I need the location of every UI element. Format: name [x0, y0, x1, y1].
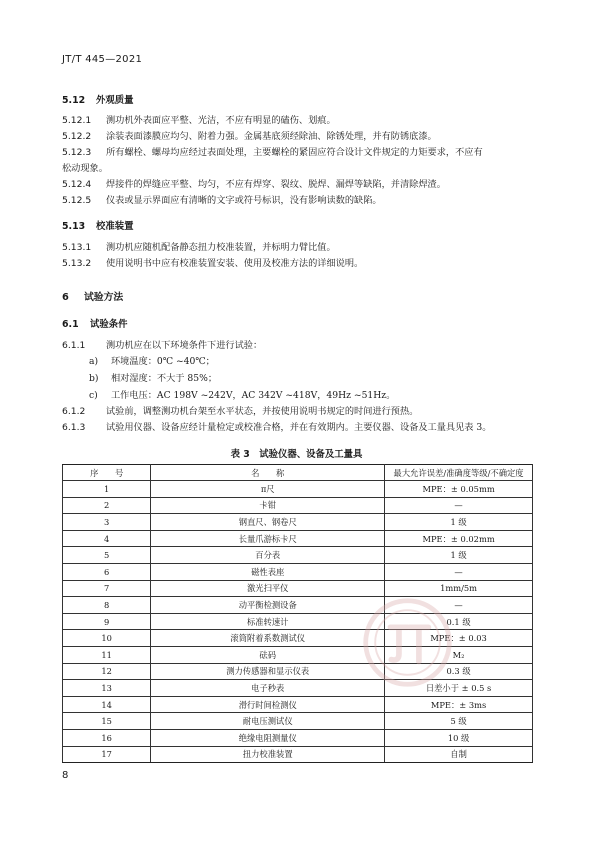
cell-accuracy: M₂ — [385, 646, 533, 663]
clause-5-12-1: 5.12.1 测功机外表面应平整、光洁，不应有明显的磕伤、划痕。 — [62, 115, 336, 126]
list-item-c: c) 工作电压：AC 198V ~242V，AC 342V ~418V，49Hz ~51Hz。 — [89, 390, 396, 401]
cell-accuracy: MPE：± 0.03 — [385, 630, 533, 647]
section-5-13-heading: 5.13 校准装置 — [62, 221, 134, 232]
clause-6-1-1: 6.1.1 测功机应在以下环境条件下进行试验： — [62, 340, 263, 351]
table-row — [63, 497, 533, 514]
cell-accuracy: MPE：± 0.02mm — [385, 530, 533, 547]
cell-accuracy: 1 级 — [385, 547, 533, 564]
clause-6-1-3: 6.1.3 试验用仪器、设备应经计量检定或校准合格，并在有效期内。主要仪器、设备及工量具见表 3。 — [62, 422, 492, 433]
header-index: 序 号 — [63, 465, 151, 481]
cell-accuracy: 0.3 级 — [385, 663, 533, 680]
table-row — [63, 713, 533, 730]
table-row — [63, 597, 533, 614]
cell-name: 钢直尺、钢卷尺 — [151, 514, 385, 531]
cell-accuracy: 日差小于 ± 0.5 s — [385, 680, 533, 697]
list-item-b: b) 相对湿度：不大于 85%； — [89, 373, 218, 384]
cell-accuracy: MPE：± 0.05mm — [385, 481, 533, 498]
table-row — [63, 729, 533, 746]
list-item-a: a) 环境温度：0℃ ~40℃； — [89, 356, 215, 367]
section-5-12-heading: 5.12 外观质量 — [62, 95, 134, 106]
cell-accuracy: 1mm/5m — [385, 580, 533, 597]
cell-accuracy: 自制 — [385, 746, 533, 763]
cell-name: 磁性表座 — [151, 563, 385, 580]
instrument-table — [62, 464, 533, 763]
cell-name: 标准转速计 — [151, 613, 385, 630]
table-row — [63, 530, 533, 547]
cell-index: 7 — [63, 580, 151, 597]
section-6-heading: 6 试验方法 — [62, 292, 124, 303]
table-body — [63, 481, 533, 763]
table-row — [63, 696, 533, 713]
table-row — [63, 630, 533, 647]
cell-index: 11 — [63, 646, 151, 663]
cell-name: 砝码 — [151, 646, 385, 663]
cell-name: 扭力校准装置 — [151, 746, 385, 763]
cell-accuracy: 1 级 — [385, 514, 533, 531]
cell-index: 1 — [63, 481, 151, 498]
cell-name: 激光扫平仪 — [151, 580, 385, 597]
page-number: 8 — [62, 770, 69, 781]
cell-index: 5 — [63, 547, 151, 564]
jt-seal-watermark — [360, 595, 455, 690]
table-row — [63, 580, 533, 597]
table-row — [63, 680, 533, 697]
table-row — [63, 613, 533, 630]
cell-accuracy: — — [385, 563, 533, 580]
table-row — [63, 547, 533, 564]
document-code: JT/T 445—2021 — [62, 54, 143, 65]
cell-accuracy: — — [385, 497, 533, 514]
cell-index: 6 — [63, 563, 151, 580]
clause-5-13-1: 5.13.1 测功机应随机配备静态扭力校准装置，并标明力臂比值。 — [62, 242, 336, 253]
clause-5-12-4: 5.12.4 焊接件的焊缝应平整、均匀，不应有焊穿、裂纹、脱焊、漏焊等缺陷，并清除焊渣。 — [62, 179, 446, 190]
cell-name: 绝缘电阻测量仪 — [151, 729, 385, 746]
cell-index: 14 — [63, 696, 151, 713]
table-row — [63, 646, 533, 663]
cell-accuracy: 0.1 级 — [385, 613, 533, 630]
cell-accuracy: MPE：± 3ms — [385, 696, 533, 713]
cell-name: 耐电压测试仪 — [151, 713, 385, 730]
table-row — [63, 663, 533, 680]
cell-name: 卡钳 — [151, 497, 385, 514]
cell-index: 10 — [63, 630, 151, 647]
cell-name: 电子秒表 — [151, 680, 385, 697]
table-row — [63, 746, 533, 763]
clause-5-12-2: 5.12.2 涂装表面漆膜应均匀、附着力强。金属基底须经除油、除锈处理，并有防锈底漆。 — [62, 131, 437, 142]
header-accuracy: 最大允许误差/准确度等级/不确定度 — [385, 465, 533, 481]
cell-index: 12 — [63, 663, 151, 680]
table-caption: 表 3 试验仪器、设备及工量具 — [230, 449, 363, 460]
cell-index: 9 — [63, 613, 151, 630]
cell-name: 滚筒附着系数测试仪 — [151, 630, 385, 647]
table-row — [63, 563, 533, 580]
cell-index: 16 — [63, 729, 151, 746]
clause-5-12-3: 5.12.3 所有螺栓、螺母均应经过表面处理，主要螺栓的紧固应符合设计文件规定的力矩要求，不应有 — [62, 147, 483, 158]
cell-index: 3 — [63, 514, 151, 531]
header-name: 名 称 — [151, 465, 385, 481]
table-row — [63, 514, 533, 531]
section-6-1-heading: 6.1 试验条件 — [62, 319, 128, 330]
cell-index: 17 — [63, 746, 151, 763]
cell-index: 15 — [63, 713, 151, 730]
clause-5-13-2: 5.13.2 使用说明书中应有校准装置安装、使用及校准方法的详细说明。 — [62, 258, 364, 269]
cell-name: 动平衡检测设备 — [151, 597, 385, 614]
table-row — [63, 481, 533, 498]
cell-index: 4 — [63, 530, 151, 547]
cell-accuracy: 5 级 — [385, 713, 533, 730]
cell-name: π尺 — [151, 481, 385, 498]
cell-name: 长量爪游标卡尺 — [151, 530, 385, 547]
table-header-row — [63, 465, 533, 481]
cell-name: 测力传感器和显示仪表 — [151, 663, 385, 680]
cell-index: 2 — [63, 497, 151, 514]
cell-accuracy: 10 级 — [385, 729, 533, 746]
cell-index: 8 — [63, 597, 151, 614]
clause-5-12-3-cont: 松动现象。 — [62, 163, 108, 174]
cell-index: 13 — [63, 680, 151, 697]
clause-5-12-5: 5.12.5 仪表或显示界面应有清晰的文字或符号标识，没有影响读数的缺陷。 — [62, 195, 382, 206]
clause-6-1-2: 6.1.2 试验前，调整测功机台架至水平状态，并按使用说明书规定的时间进行预热。 — [62, 406, 419, 417]
cell-name: 百分表 — [151, 547, 385, 564]
cell-name: 滑行时间检测仪 — [151, 696, 385, 713]
cell-accuracy: — — [385, 597, 533, 614]
